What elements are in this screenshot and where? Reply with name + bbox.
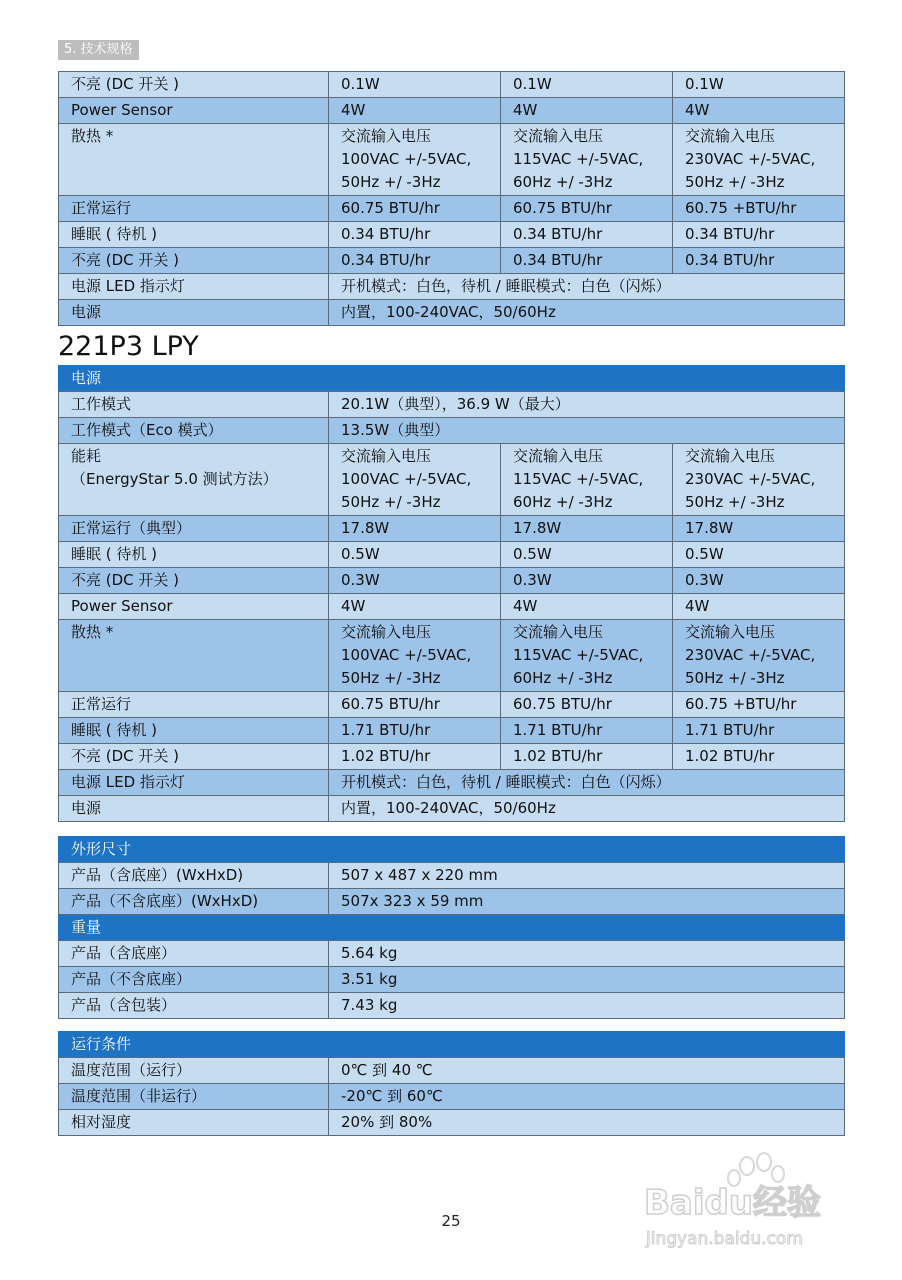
table-row [59, 568, 845, 594]
cell: 0.3W [673, 568, 845, 594]
row-label: 电源 LED 指示灯 [59, 274, 329, 300]
table-header-row [59, 1032, 845, 1058]
row-label: 相对湿度 [59, 1110, 329, 1136]
cell: 内置，100-240VAC，50/60Hz [329, 796, 845, 822]
cell: 60.75 BTU/hr [501, 692, 673, 718]
row-label: 温度范围（非运行） [59, 1084, 329, 1110]
cell: 0℃ 到 40 ℃ [329, 1058, 845, 1084]
baidu-watermark-logo [642, 1148, 862, 1258]
cell: 507 x 487 x 220 mm [329, 863, 845, 889]
cell: 0.34 BTU/hr [501, 248, 673, 274]
cell: 60.75 +BTU/hr [673, 692, 845, 718]
watermark-url-text: jingyan.baidu.com [646, 1229, 803, 1249]
row-label: 不亮 (DC 开关 ) [59, 248, 329, 274]
table-row [59, 594, 845, 620]
row-label: 产品（含底座） [59, 941, 329, 967]
cell: 0.34 BTU/hr [329, 248, 501, 274]
watermark-brand-text: Baidu经验 [644, 1183, 822, 1223]
table-row [59, 1058, 845, 1084]
page-number: 25 [441, 1212, 461, 1230]
table-row [59, 196, 845, 222]
cell: 内置，100-240VAC，50/60Hz [329, 300, 845, 326]
table-row [59, 620, 845, 692]
row-label: 睡眠 ( 待机 ) [59, 222, 329, 248]
row-label: 不亮 (DC 开关 ) [59, 744, 329, 770]
row-label: 睡眠 ( 待机 ) [59, 542, 329, 568]
cell: 交流输入电压 100VAC +/-5VAC, 50Hz +/ -3Hz [329, 124, 501, 196]
dimensions-table [58, 836, 845, 1019]
row-label: 正常运行 [59, 196, 329, 222]
row-label: 工作模式（Eco 模式） [59, 418, 329, 444]
cell: 0.5W [673, 542, 845, 568]
row-label: 电源 [59, 796, 329, 822]
table-row [59, 300, 845, 326]
cell: 1.71 BTU/hr [329, 718, 501, 744]
cell: 60.75 BTU/hr [329, 196, 501, 222]
cell: 4W [501, 98, 673, 124]
row-label: 产品（不含底座）(WxHxD) [59, 889, 329, 915]
table-row [59, 863, 845, 889]
row-label: 散热 * [59, 124, 329, 196]
cell: 1.02 BTU/hr [501, 744, 673, 770]
cell: 60.75 +BTU/hr [673, 196, 845, 222]
cell: 0.5W [501, 542, 673, 568]
cell: 交流输入电压 115VAC +/-5VAC, 60Hz +/ -3Hz [501, 444, 673, 516]
cell: 交流输入电压 230VAC +/-5VAC, 50Hz +/ -3Hz [673, 444, 845, 516]
row-label: 能耗 （EnergyStar 5.0 测试方法） [59, 444, 329, 516]
cell: 0.1W [673, 72, 845, 98]
table-header: 重量 [59, 915, 845, 941]
cell: 0.1W [501, 72, 673, 98]
section-tag: 5. 技术规格 [58, 40, 139, 60]
row-label: 不亮 (DC 开关 ) [59, 72, 329, 98]
cell: 17.8W [673, 516, 845, 542]
row-label: 产品（不含底座） [59, 967, 329, 993]
table-row [59, 222, 845, 248]
model-title: 221P3 LPY [58, 331, 199, 362]
row-label: 产品（含底座）(WxHxD) [59, 863, 329, 889]
cell: 1.71 BTU/hr [673, 718, 845, 744]
cell: 17.8W [501, 516, 673, 542]
cell: 0.34 BTU/hr [501, 222, 673, 248]
power-spec-table [58, 365, 845, 822]
cell: 0.1W [329, 72, 501, 98]
table-row [59, 770, 845, 796]
cell: 4W [673, 594, 845, 620]
row-label: 电源 LED 指示灯 [59, 770, 329, 796]
table-row [59, 98, 845, 124]
row-label: 睡眠 ( 待机 ) [59, 718, 329, 744]
row-label: 电源 [59, 300, 329, 326]
cell: 507x 323 x 59 mm [329, 889, 845, 915]
table-row [59, 718, 845, 744]
table-row [59, 744, 845, 770]
table-row [59, 418, 845, 444]
cell: 60.75 BTU/hr [501, 196, 673, 222]
cell: 17.8W [329, 516, 501, 542]
cell: 1.71 BTU/hr [501, 718, 673, 744]
table-row [59, 1084, 845, 1110]
table-row [59, 542, 845, 568]
row-label: 产品（含包装） [59, 993, 329, 1019]
cell: -20℃ 到 60℃ [329, 1084, 845, 1110]
top-spec-table [58, 71, 845, 326]
cell: 交流输入电压 230VAC +/-5VAC, 50Hz +/ -3Hz [673, 620, 845, 692]
cell: 20% 到 80% [329, 1110, 845, 1136]
table-row [59, 889, 845, 915]
table-row [59, 967, 845, 993]
table-row [59, 248, 845, 274]
row-label: 正常运行 [59, 692, 329, 718]
cell: 3.51 kg [329, 967, 845, 993]
table-row [59, 72, 845, 98]
cell: 0.5W [329, 542, 501, 568]
cell: 1.02 BTU/hr [673, 744, 845, 770]
table-row [59, 516, 845, 542]
cell: 0.34 BTU/hr [673, 222, 845, 248]
table-header-row [59, 366, 845, 392]
table-row [59, 392, 845, 418]
table-row [59, 1110, 845, 1136]
cell: 20.1W（典型），36.9 W（最大） [329, 392, 845, 418]
cell: 4W [329, 594, 501, 620]
row-label: 工作模式 [59, 392, 329, 418]
cell: 交流输入电压 230VAC +/-5VAC, 50Hz +/ -3Hz [673, 124, 845, 196]
row-label: 不亮 (DC 开关 ) [59, 568, 329, 594]
cell: 交流输入电压 100VAC +/-5VAC, 50Hz +/ -3Hz [329, 620, 501, 692]
row-label: 散热 * [59, 620, 329, 692]
cell: 4W [501, 594, 673, 620]
cell: 7.43 kg [329, 993, 845, 1019]
cell: 开机模式：白色，待机 / 睡眠模式：白色（闪烁） [329, 770, 845, 796]
cell: 交流输入电压 115VAC +/-5VAC, 60Hz +/ -3Hz [501, 124, 673, 196]
table-row [59, 692, 845, 718]
table-header: 电源 [59, 366, 845, 392]
row-label: Power Sensor [59, 98, 329, 124]
cell: 0.3W [329, 568, 501, 594]
cell: 13.5W（典型） [329, 418, 845, 444]
row-label: 正常运行（典型） [59, 516, 329, 542]
cell: 交流输入电压 115VAC +/-5VAC, 60Hz +/ -3Hz [501, 620, 673, 692]
table-row [59, 941, 845, 967]
table-row [59, 444, 845, 516]
cell: 5.64 kg [329, 941, 845, 967]
conditions-table [58, 1031, 845, 1136]
table-row [59, 796, 845, 822]
cell: 交流输入电压 100VAC +/-5VAC, 50Hz +/ -3Hz [329, 444, 501, 516]
cell: 0.3W [501, 568, 673, 594]
table-header: 运行条件 [59, 1032, 845, 1058]
cell: 0.34 BTU/hr [329, 222, 501, 248]
cell: 1.02 BTU/hr [329, 744, 501, 770]
cell: 0.34 BTU/hr [673, 248, 845, 274]
cell: 60.75 BTU/hr [329, 692, 501, 718]
cell: 4W [673, 98, 845, 124]
table-row [59, 993, 845, 1019]
table-row [59, 124, 845, 196]
table-header-row [59, 837, 845, 863]
table-header-row [59, 915, 845, 941]
cell: 4W [329, 98, 501, 124]
table-header: 外形尺寸 [59, 837, 845, 863]
table-row [59, 274, 845, 300]
row-label: Power Sensor [59, 594, 329, 620]
cell: 开机模式：白色，待机 / 睡眠模式：白色（闪烁） [329, 274, 845, 300]
row-label: 温度范围（运行） [59, 1058, 329, 1084]
